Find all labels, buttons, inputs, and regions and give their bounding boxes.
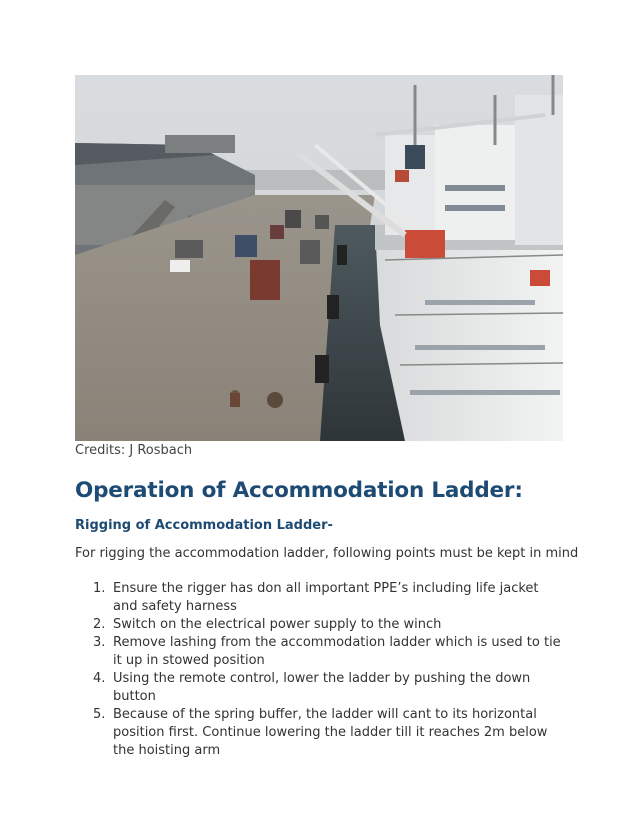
step-text: Remove lashing from the accommodation ladder which is used to tie it up in stowed position (113, 635, 561, 668)
section-subtitle: Rigging of Accommodation Ladder- (75, 518, 333, 533)
step-text: Switch on the electrical power supply to the winch (113, 617, 442, 632)
list-item (75, 706, 565, 760)
step-number: 5. (93, 707, 106, 722)
step-text: Because of the spring buffer, the ladder will cant to its horizontal position first. Continue lowering the ladder till it reaches 2m below the hoisting arm (113, 707, 548, 758)
steps-list (75, 580, 565, 760)
list-item (75, 670, 565, 706)
intro-paragraph: For rigging the accommodation ladder, following points must be kept in mind (75, 546, 579, 561)
step-text: Ensure the rigger has don all important PPE’s including life jacket and safety harness (113, 581, 539, 614)
list-item (75, 634, 565, 670)
step-number: 2. (93, 617, 106, 632)
list-item (75, 616, 565, 634)
step-number: 3. (93, 635, 106, 650)
ship-dock-photo (75, 75, 563, 441)
list-item (75, 580, 565, 616)
step-text: Using the remote control, lower the ladder by pushing the down button (113, 671, 531, 704)
page-title: Operation of Accommodation Ladder: (75, 478, 523, 503)
step-number: 4. (93, 671, 106, 686)
photo-caption: Credits: J Rosbach (75, 443, 193, 458)
step-number: 1. (93, 581, 106, 596)
